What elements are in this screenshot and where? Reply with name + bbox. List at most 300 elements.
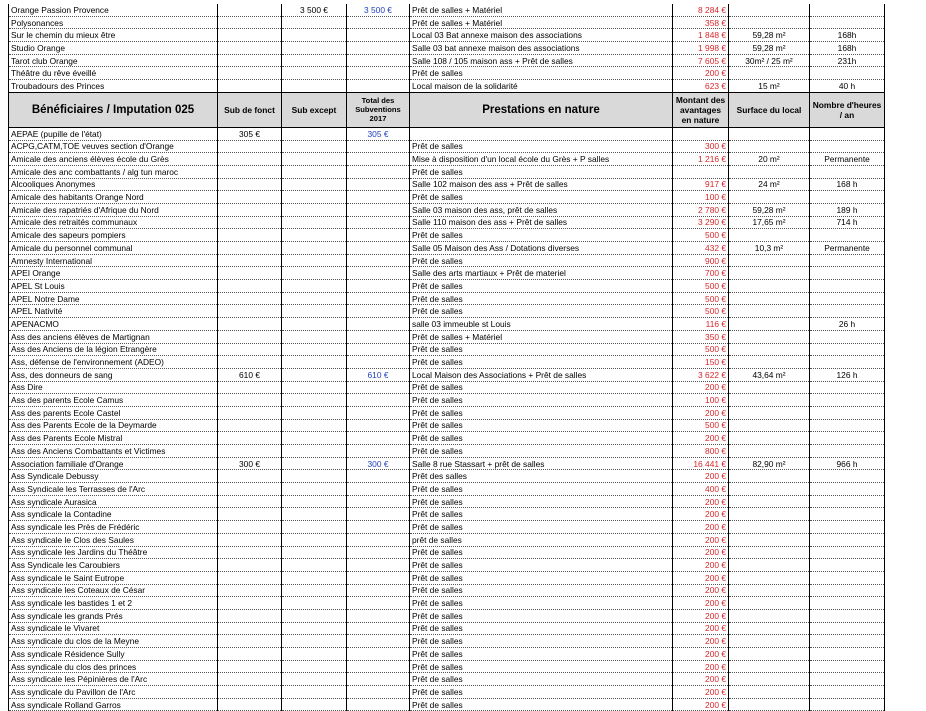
surface-cell [729,432,810,445]
sub-fonct-cell [218,419,282,432]
hours-cell [810,673,885,686]
sub-fonct-cell [218,54,282,67]
beneficiary-cell: Théâtre du rêve éveillé [9,67,218,80]
prestation-cell: Salle 03 bat annexe maison des associations [410,42,673,55]
hours-cell [810,140,885,153]
total-cell [347,305,410,318]
prestation-cell: Prêt de salles [410,140,673,153]
surface-cell [729,127,810,140]
amount-cell: 200 € [673,609,729,622]
surface-cell [729,622,810,635]
total-cell [347,216,410,229]
table-row [9,660,885,673]
sub-fonct-cell [218,67,282,80]
prestation-cell: Prêt de salles [410,495,673,508]
table-row [9,178,885,191]
header-row [9,92,885,127]
amount-cell: 350 € [673,330,729,343]
amount-cell: 200 € [673,559,729,572]
amount-cell: 500 € [673,305,729,318]
surface-cell [729,4,810,16]
sub-except-cell [282,54,347,67]
beneficiary-cell: Ass des Anciens Combattants et Victimes [9,445,218,458]
beneficiary-cell: Ass Syndicale les Terrasses de l'Arc [9,483,218,496]
beneficiary-cell: Alcooliques Anonymes [9,178,218,191]
sub-fonct-cell [218,191,282,204]
sub-fonct-cell [218,267,282,280]
sub-except-cell [282,635,347,648]
surface-cell [729,597,810,610]
prestation-cell: Prêt de salles [410,229,673,242]
total-cell [347,165,410,178]
hours-cell [810,609,885,622]
total-cell [347,29,410,42]
amount-cell: 200 € [673,533,729,546]
beneficiary-cell: Ass des Parents Ecole de la Deymarde [9,419,218,432]
total-cell [347,609,410,622]
amount-cell: 200 € [673,495,729,508]
amount-cell: 900 € [673,254,729,267]
prestation-cell: Prêt de salles [410,419,673,432]
sub-except-cell [282,495,347,508]
amount-cell [673,165,729,178]
hours-cell [810,16,885,29]
total-cell [347,432,410,445]
amount-cell: 7 605 € [673,54,729,67]
sub-except-cell [282,483,347,496]
prestation-cell: Prêt de salles [410,432,673,445]
prestation-cell: Salle 05 Maison des Ass / Dotations diverses [410,242,673,255]
amount-cell: 500 € [673,419,729,432]
total-cell [347,343,410,356]
total-cell [347,254,410,267]
sub-except-cell [282,533,347,546]
sub-except-cell [282,305,347,318]
surface-cell [729,419,810,432]
hours-cell [810,622,885,635]
prestation-cell: Prêt de salles [410,609,673,622]
beneficiary-cell: Ass syndicale le Vivaret [9,622,218,635]
table-row [9,4,885,16]
surface-cell [729,406,810,419]
beneficiary-cell: Amnesty International [9,254,218,267]
sub-except-cell [282,381,347,394]
prestation-cell: Prêt de salles [410,305,673,318]
surface-cell [729,508,810,521]
sub-fonct-cell [218,698,282,711]
amount-cell: 1 216 € [673,153,729,166]
table-row [9,330,885,343]
total-cell [347,330,410,343]
surface-cell [729,191,810,204]
surface-cell [729,356,810,369]
sub-except-cell [282,546,347,559]
prestation-cell: Prêt de salles [410,292,673,305]
prestation-cell: prêt de salles [410,533,673,546]
surface-cell [729,635,810,648]
sub-except-cell [282,521,347,534]
sub-fonct-cell [218,445,282,458]
table-row [9,521,885,534]
table-row [9,165,885,178]
amount-cell: 200 € [673,635,729,648]
sub-fonct-cell [218,432,282,445]
prestation-cell: Prêt de salles [410,648,673,661]
prestation-cell: Salle 102 maison des ass + Prêt de salles [410,178,673,191]
table-row [9,280,885,293]
total-cell [347,508,410,521]
table-row [9,686,885,699]
total-cell: 610 € [347,368,410,381]
total-cell [347,648,410,661]
amount-cell: 200 € [673,597,729,610]
table-row [9,305,885,318]
table-row [9,80,885,93]
beneficiary-cell: Ass syndicale Aurasica [9,495,218,508]
sub-fonct-cell [218,508,282,521]
beneficiary-cell: Ass Dire [9,381,218,394]
prestation-cell: Prêt de salles [410,191,673,204]
table-row [9,622,885,635]
surface-cell [729,571,810,584]
surface-cell: 59,28 m² [729,29,810,42]
header-beneficiaires: Bénéficiaires / Imputation 025 [9,92,218,127]
prestation-cell: Prêt de salles [410,597,673,610]
surface-cell: 20 m² [729,153,810,166]
total-cell [347,571,410,584]
prestation-cell: Prêt de salles [410,280,673,293]
surface-cell [729,546,810,559]
sub-fonct-cell [218,571,282,584]
sub-except-cell [282,267,347,280]
amount-cell: 1 998 € [673,42,729,55]
surface-cell: 59,28 m² [729,42,810,55]
sub-except-cell [282,470,347,483]
header-prestations: Prestations en nature [410,92,673,127]
prestation-cell: Prêt de salles [410,254,673,267]
surface-cell [729,165,810,178]
amount-cell: 200 € [673,622,729,635]
beneficiary-cell: Ass syndicale le Clos des Saules [9,533,218,546]
sub-except-cell [282,698,347,711]
table-row [9,267,885,280]
amount-cell: 200 € [673,432,729,445]
surface-cell [729,343,810,356]
top-section [9,4,885,92]
table-row [9,546,885,559]
sub-fonct-cell [218,280,282,293]
hours-cell [810,546,885,559]
sub-except-cell [282,67,347,80]
sub-fonct-cell: 300 € [218,457,282,470]
hours-cell: 231h [810,54,885,67]
surface-cell [729,470,810,483]
amount-cell: 500 € [673,292,729,305]
amount-cell: 200 € [673,698,729,711]
total-cell [347,483,410,496]
sub-except-cell [282,254,347,267]
sub-fonct-cell [218,305,282,318]
amount-cell: 200 € [673,584,729,597]
hours-cell [810,470,885,483]
total-cell [347,622,410,635]
sub-fonct-cell [218,343,282,356]
header-sub-fonct: Sub de fonct [218,92,282,127]
total-cell [347,635,410,648]
sub-except-cell [282,16,347,29]
table-row [9,559,885,572]
hours-cell [810,660,885,673]
table-row [9,67,885,80]
hours-cell [810,67,885,80]
sub-except-cell [282,203,347,216]
total-cell [347,242,410,255]
surface-cell [729,318,810,331]
amount-cell: 200 € [673,648,729,661]
header-total: Total des Subventions 2017 [347,92,410,127]
hours-cell [810,229,885,242]
surface-cell: 17,65 m² [729,216,810,229]
total-cell [347,42,410,55]
sub-except-cell [282,292,347,305]
sub-except-cell [282,29,347,42]
sub-except-cell [282,140,347,153]
beneficiary-cell: Amicale des habitants Orange Nord [9,191,218,204]
hours-cell: Permanente [810,242,885,255]
surface-cell: 43,64 m² [729,368,810,381]
surface-cell [729,16,810,29]
total-cell [347,318,410,331]
surface-cell [729,648,810,661]
beneficiary-cell: Ass, défense de l'environnement (ADEO) [9,356,218,369]
prestation-cell: Prêt de salles [410,622,673,635]
beneficiary-cell: Ass syndicale Rolland Garros [9,698,218,711]
prestation-cell: Salle des arts martiaux + Prêt de materiel [410,267,673,280]
hours-cell [810,419,885,432]
prestation-cell: Prêt de salles [410,686,673,699]
table-row [9,254,885,267]
sub-fonct-cell [218,673,282,686]
sub-fonct-cell [218,318,282,331]
prestation-cell: Prêt de salles [410,698,673,711]
total-cell [347,153,410,166]
beneficiary-cell: APEL St Louis [9,280,218,293]
prestation-cell [410,127,673,140]
sub-except-cell [282,343,347,356]
total-cell: 3 500 € [347,4,410,16]
total-cell [347,533,410,546]
sub-except-cell [282,419,347,432]
table-row [9,571,885,584]
sub-except-cell [282,508,347,521]
sub-fonct-cell [218,229,282,242]
total-cell [347,292,410,305]
total-cell [347,80,410,93]
amount-cell: 623 € [673,80,729,93]
prestation-cell: Local Maison des Associations + Prêt de salles [410,368,673,381]
surface-cell [729,495,810,508]
hours-cell [810,254,885,267]
hours-cell [810,165,885,178]
surface-cell: 10,3 m² [729,242,810,255]
amount-cell: 3 622 € [673,368,729,381]
prestation-cell: Prêt de salles [410,381,673,394]
amount-cell: 100 € [673,191,729,204]
total-cell [347,406,410,419]
sub-except-cell [282,178,347,191]
sub-fonct-cell [218,686,282,699]
hours-cell [810,533,885,546]
total-cell [347,495,410,508]
surface-cell [729,698,810,711]
hours-cell [810,280,885,293]
hours-cell [810,584,885,597]
amount-cell: 200 € [673,660,729,673]
sub-except-cell [282,457,347,470]
prestation-cell: Prêt de salles [410,571,673,584]
header-surface: Surface du local [729,92,810,127]
amount-cell: 1 848 € [673,29,729,42]
beneficiary-cell: Ass syndicale les Jardins du Théâtre [9,546,218,559]
sub-fonct-cell [218,533,282,546]
beneficiary-cell: AEPAE (pupille de l'état) [9,127,218,140]
beneficiary-cell: Amicale des retraités communaux [9,216,218,229]
sub-except-cell [282,686,347,699]
beneficiary-cell: Ass syndicale Résidence Sully [9,648,218,661]
sub-fonct-cell [218,153,282,166]
table-row [9,54,885,67]
table-row [9,406,885,419]
beneficiary-cell: Ass des parents Ecole Castel [9,406,218,419]
sub-fonct-cell [218,16,282,29]
hours-cell: Permanente [810,153,885,166]
sub-except-cell [282,394,347,407]
table-row [9,381,885,394]
header-sub-except: Sub except [282,92,347,127]
table-row [9,394,885,407]
table-row [9,368,885,381]
table-row [9,508,885,521]
table-row [9,140,885,153]
amount-cell: 200 € [673,381,729,394]
prestation-cell: Mise à disposition d'un local école du Grès + P salles [410,153,673,166]
table-row [9,292,885,305]
table-row [9,153,885,166]
sub-except-cell [282,559,347,572]
sub-fonct-cell [218,29,282,42]
hours-cell [810,597,885,610]
beneficiary-cell: ACPG,CATM,TOE veuves section d'Orange [9,140,218,153]
total-cell [347,445,410,458]
beneficiary-cell: Amicale des rapatriés d'Afrique du Nord [9,203,218,216]
sub-fonct-cell [218,394,282,407]
amount-cell: 358 € [673,16,729,29]
surface-cell [729,660,810,673]
table-row [9,584,885,597]
amount-cell: 150 € [673,356,729,369]
amount-cell: 500 € [673,343,729,356]
sub-except-cell [282,622,347,635]
hours-cell [810,432,885,445]
sub-except-cell [282,216,347,229]
total-cell [347,191,410,204]
beneficiary-cell: Ass des Anciens de la légion Etrangère [9,343,218,356]
beneficiary-cell: Ass syndicale du clos de la Meyne [9,635,218,648]
sub-except-cell [282,356,347,369]
surface-cell [729,609,810,622]
hours-cell: 189 h [810,203,885,216]
total-cell [347,673,410,686]
hours-cell [810,483,885,496]
prestation-cell: Prêt de salles [410,343,673,356]
hours-cell: 26 h [810,318,885,331]
beneficiary-cell: Ass syndicale les Pépinières de l'Arc [9,673,218,686]
hours-cell [810,698,885,711]
sub-fonct-cell [218,609,282,622]
total-cell [347,660,410,673]
sub-fonct-cell [218,470,282,483]
amount-cell: 100 € [673,394,729,407]
amount-cell: 700 € [673,267,729,280]
total-cell [347,686,410,699]
prestation-cell: Prêt de salles + Matériel [410,16,673,29]
table-row [9,470,885,483]
sub-except-cell [282,597,347,610]
amount-cell: 200 € [673,67,729,80]
hours-cell [810,571,885,584]
total-cell [347,394,410,407]
total-cell [347,280,410,293]
hours-cell [810,127,885,140]
prestation-cell: Prêt de salles [410,584,673,597]
hours-cell [810,406,885,419]
beneficiary-cell: Ass, des donneurs de sang [9,368,218,381]
sub-except-cell [282,432,347,445]
sub-except-cell [282,571,347,584]
table-row [9,495,885,508]
header-montant: Montant des avantages en nature [673,92,729,127]
hours-cell: 40 h [810,80,885,93]
total-cell [347,16,410,29]
total-cell [347,470,410,483]
total-cell [347,67,410,80]
amount-cell: 2 780 € [673,203,729,216]
prestation-cell: Prêt de salles [410,546,673,559]
surface-cell: 24 m² [729,178,810,191]
sub-except-cell [282,80,347,93]
prestation-cell: Prêt de salles + Matériel [410,330,673,343]
surface-cell [729,67,810,80]
hours-cell: 126 h [810,368,885,381]
sub-fonct-cell [218,521,282,534]
total-cell: 300 € [347,457,410,470]
prestation-cell: Salle 108 / 105 maison ass + Prêt de salles [410,54,673,67]
table-row [9,42,885,55]
prestation-cell: Local maison de la solidarité [410,80,673,93]
prestation-cell: Prêt de salles [410,445,673,458]
prestation-cell: salle 03 immeuble st Louis [410,318,673,331]
beneficiary-cell: Amicale des anciens élèves école du Grès [9,153,218,166]
hours-cell [810,343,885,356]
surface-cell [729,381,810,394]
sub-except-cell [282,330,347,343]
beneficiary-cell: Ass Syndicale Debussy [9,470,218,483]
amount-cell: 8 284 € [673,4,729,16]
hours-cell [810,394,885,407]
table-row [9,419,885,432]
total-cell [347,54,410,67]
surface-cell [729,483,810,496]
